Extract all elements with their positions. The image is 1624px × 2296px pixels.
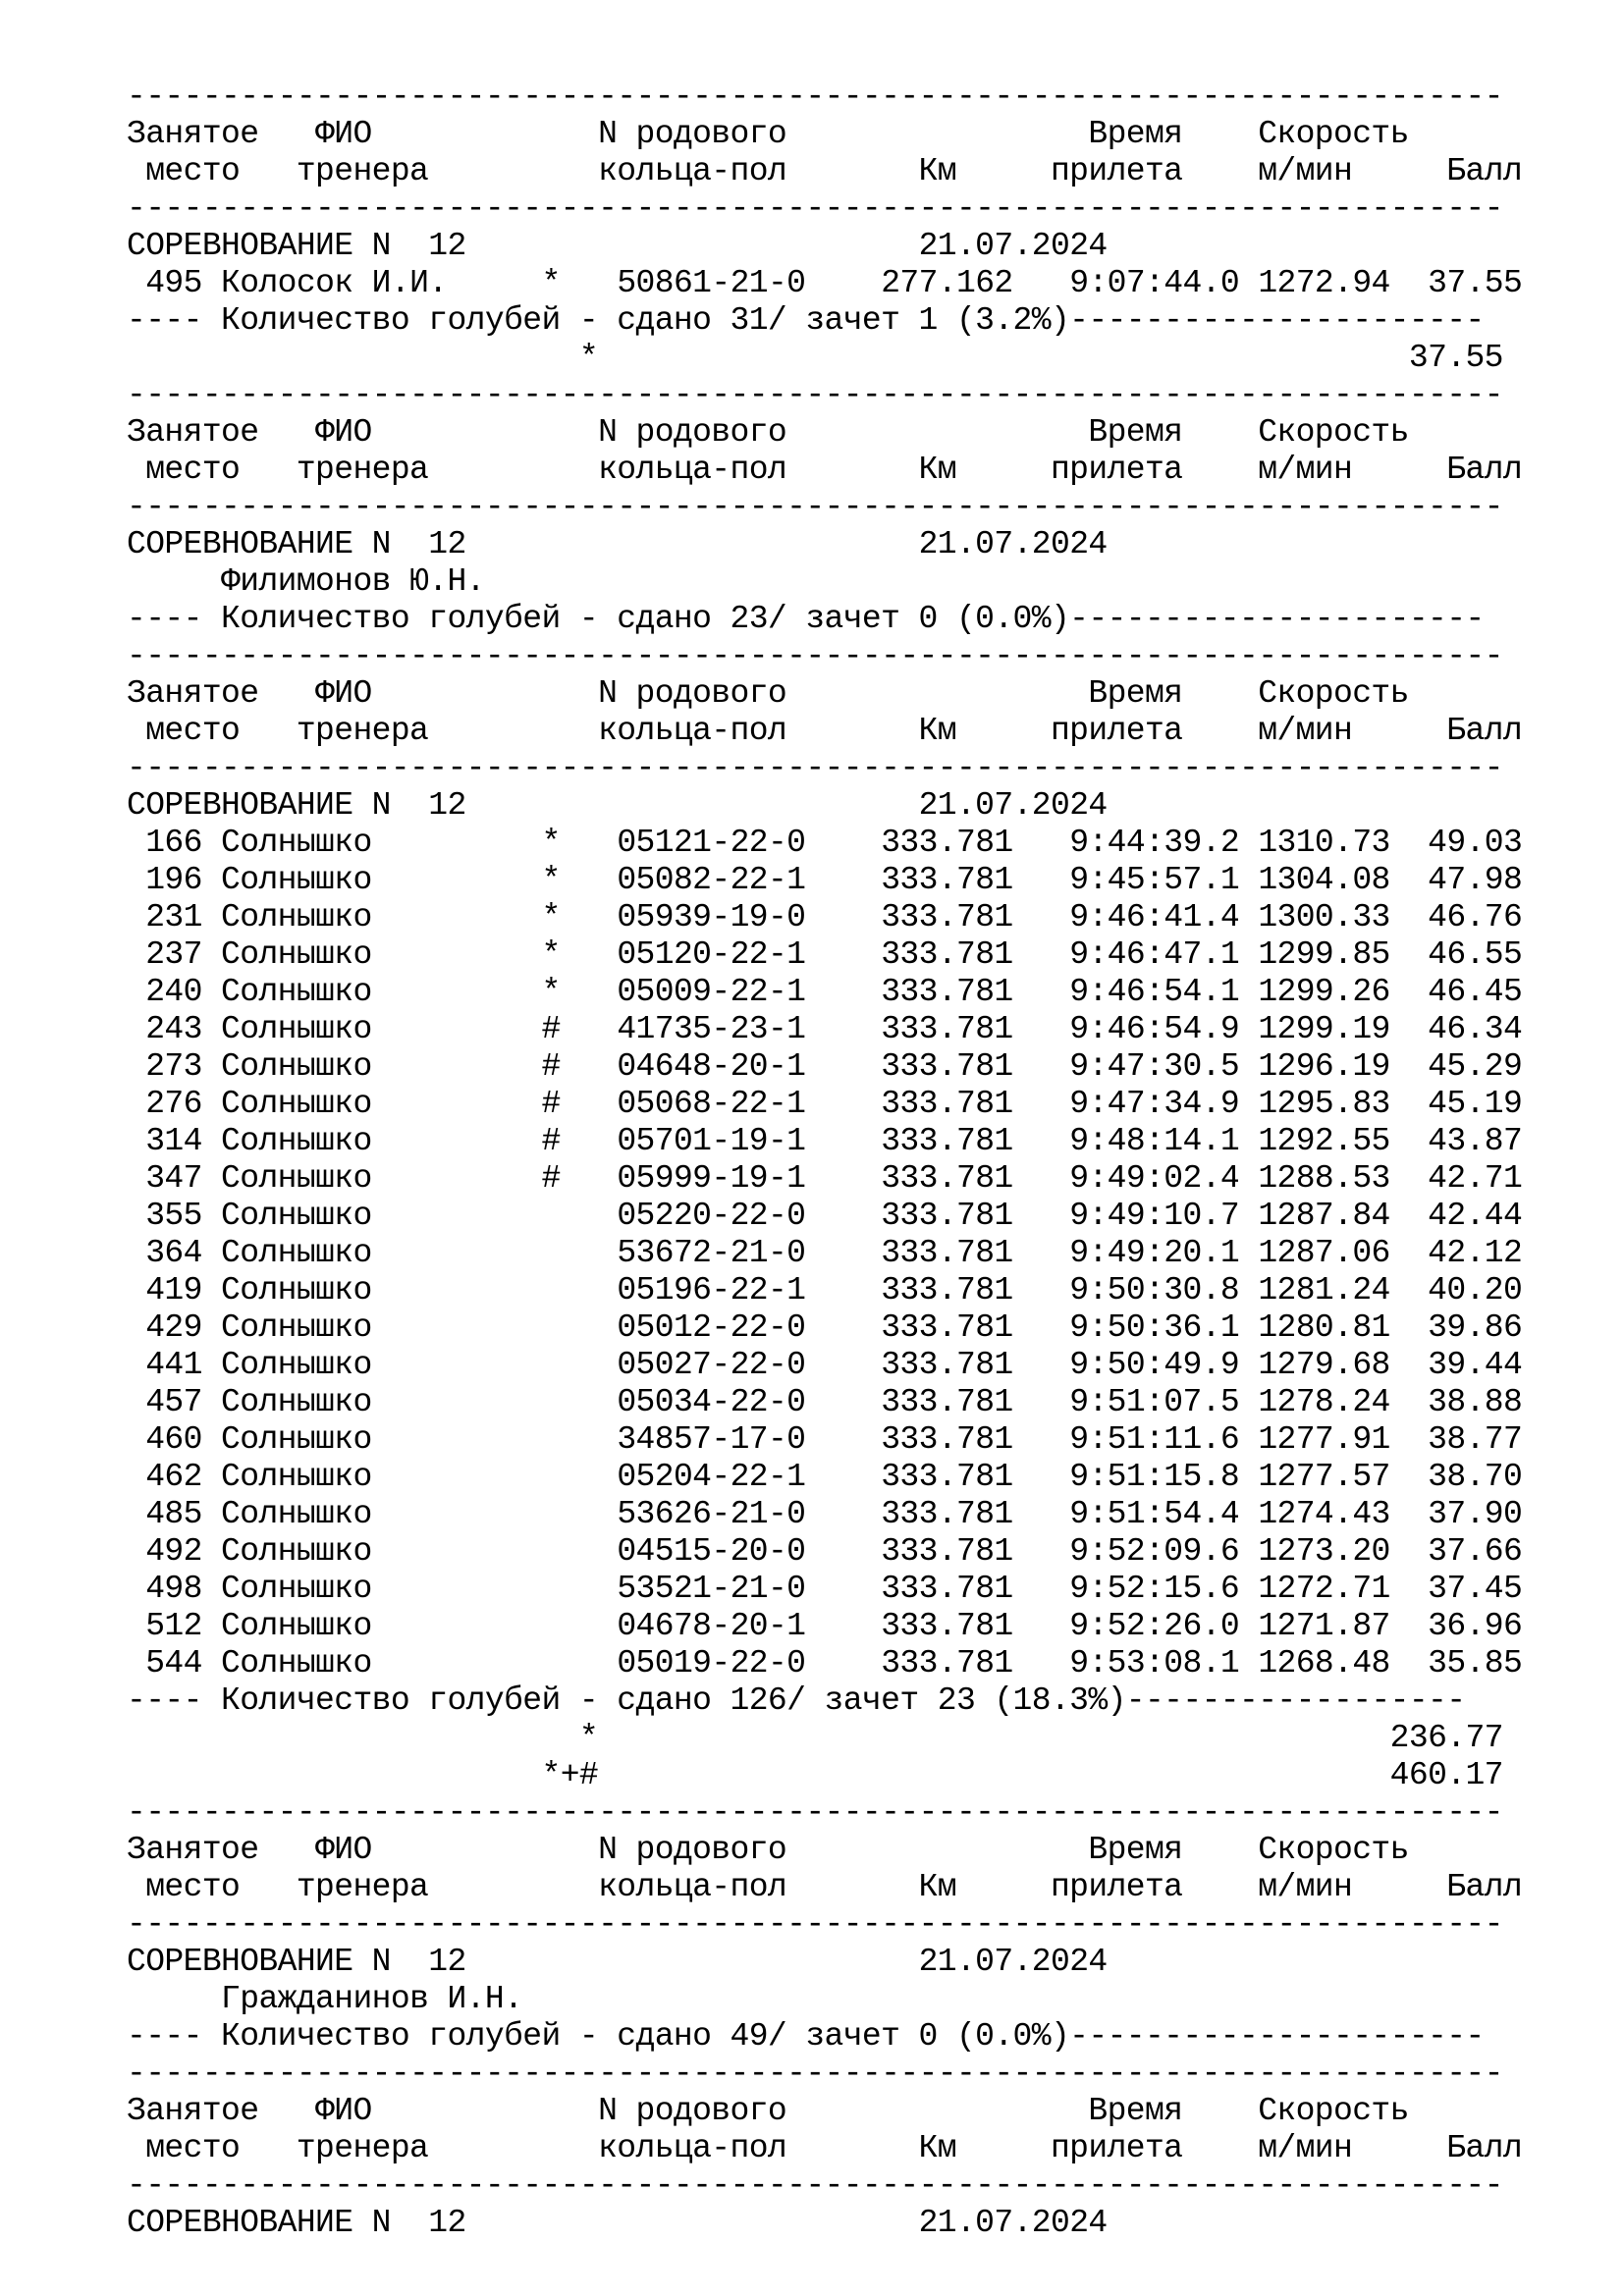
cell-speed: 1299.26 [1258,974,1390,1010]
result-row [127,1459,1522,1496]
cell-km: 333.781 [805,1645,1013,1682]
column-header-row-1: Занятое ФИО N родового Время Скорость [127,675,1409,712]
total-label: * [578,340,599,376]
total-label: * [578,1720,599,1756]
competition-line [127,228,1522,265]
cell-name: Солнышко [221,1123,542,1159]
cell-ring: 05012-22-0 [617,1309,806,1346]
cell-place: 544 [127,1645,202,1682]
result-row [127,1011,1522,1048]
cell-place: 243 [127,1011,202,1047]
result-row [127,899,1522,936]
cell-speed: 1296.19 [1258,1048,1390,1085]
result-row [127,1048,1522,1086]
cell-ring: 53521-21-0 [617,1571,806,1607]
cell-time: 9:51:15.8 [1012,1459,1240,1495]
competition-label: СОРЕВНОВАНИЕ N 12 [127,526,466,562]
cell-ring: 50861-21-0 [617,265,806,301]
cell-place: 419 [127,1272,202,1308]
cell-ring: 05999-19-1 [617,1160,806,1197]
cell-mark [542,1421,618,1458]
cell-score: 42.44 [1389,1198,1523,1234]
count-summary: ---- Количество голубей - сдано 23/ зачет 0 (0.0%)---------------------- [127,601,1485,637]
cell-place: 460 [127,1421,202,1458]
cell-ring: 05034-22-0 [617,1384,806,1420]
cell-time: 9:50:36.1 [1012,1309,1240,1346]
cell-name: Солнышко [221,1496,542,1532]
cell-ring: 05939-19-0 [617,899,806,935]
cell-name: Солнышко [221,1235,542,1271]
cell-ring: 05027-22-0 [617,1347,806,1383]
cell-time: 9:52:15.6 [1012,1571,1240,1607]
result-row [127,1198,1522,1235]
cell-mark [542,1608,618,1644]
cell-km: 333.781 [805,974,1013,1010]
competition-label: СОРЕВНОВАНИЕ N 12 [127,2205,466,2241]
cell-score: 36.96 [1389,1608,1523,1644]
cell-speed: 1280.81 [1258,1309,1390,1346]
cell-speed: 1288.53 [1258,1160,1390,1197]
cell-score: 38.77 [1389,1421,1523,1458]
cell-km: 333.781 [805,1048,1013,1085]
cell-km: 333.781 [805,1533,1013,1570]
fancier-name-line [127,563,1522,601]
competition-line [127,1944,1522,1981]
cell-score: 43.87 [1389,1123,1523,1159]
cell-name: Солнышко [221,1011,542,1047]
cell-place: 364 [127,1235,202,1271]
cell-mark: # [541,1011,618,1047]
cell-mark: # [541,1160,618,1197]
cell-speed: 1300.33 [1258,899,1390,935]
cell-speed: 1272.94 [1258,265,1390,301]
cell-speed: 1279.68 [1258,1347,1390,1383]
cell-score: 42.71 [1389,1160,1523,1197]
column-header-row-1: Занятое ФИО N родового Время Скорость [127,116,1409,152]
competition-label: СОРЕВНОВАНИЕ N 12 [127,1944,466,1980]
cell-time: 9:48:14.1 [1012,1123,1240,1159]
cell-score: 35.85 [1389,1645,1523,1682]
fancier-name: Филимонов Ю.Н. [221,563,485,600]
column-header-row-2: место тренера кольца-пол Км прилета м/мин Балл [127,713,1523,749]
competition-date: 21.07.2024 [918,526,1108,562]
result-row [127,1347,1522,1384]
cell-km: 333.781 [805,1459,1013,1495]
result-row [127,1533,1522,1571]
cell-km: 333.781 [805,1384,1013,1420]
cell-km: 333.781 [805,1160,1013,1197]
cell-ring: 05196-22-1 [617,1272,806,1308]
cell-km: 333.781 [805,1608,1013,1644]
cell-mark [542,1198,618,1234]
cell-name: Солнышко [221,862,542,898]
result-row [127,1086,1522,1123]
cell-speed: 1310.73 [1258,825,1390,861]
cell-score: 38.70 [1389,1459,1523,1495]
cell-ring: 05082-22-1 [617,862,806,898]
cell-mark: # [541,1123,618,1159]
cell-mark: * [541,862,618,898]
cell-name: Солнышко [221,1459,542,1495]
cell-name: Солнышко [221,899,542,935]
cell-ring: 05019-22-0 [617,1645,806,1682]
result-row [127,1235,1522,1272]
cell-speed: 1273.20 [1258,1533,1390,1570]
column-header-row-1: Занятое ФИО N родового Время Скорость [127,414,1409,451]
cell-mark [542,1347,618,1383]
competition-line [127,787,1522,825]
count-summary: ---- Количество голубей - сдано 126/ зачет 23 (18.3%)------------------ [127,1682,1466,1719]
column-header-row-2: место тренера кольца-пол Км прилета м/мин Балл [127,153,1523,189]
total-label: *+# [541,1757,599,1793]
column-header-row-2: место тренера кольца-пол Км прилета м/мин Балл [127,2130,1523,2166]
cell-score: 45.29 [1389,1048,1523,1085]
cell-mark [542,1384,618,1420]
cell-km: 333.781 [805,825,1013,861]
cell-name: Солнышко [221,936,542,973]
fancier-name: Гражданинов И.Н. [221,1981,523,2017]
cell-time: 9:53:08.1 [1012,1645,1240,1682]
cell-time: 9:44:39.2 [1012,825,1240,861]
cell-time: 9:49:02.4 [1012,1160,1240,1197]
rule-divider: ------------------------------------------------------------------------- [127,2056,1503,2092]
result-row [127,1571,1522,1608]
cell-score: 37.45 [1389,1571,1523,1607]
cell-speed: 1299.19 [1258,1011,1390,1047]
result-row [127,1608,1522,1645]
cell-mark: # [541,1086,618,1122]
cell-ring: 04678-20-1 [617,1608,806,1644]
cell-score: 46.45 [1389,974,1523,1010]
rule-divider: ------------------------------------------------------------------------- [127,489,1503,525]
column-header-row-1: Занятое ФИО N родового Время Скорость [127,1832,1409,1868]
cell-km: 333.781 [805,936,1013,973]
cell-speed: 1281.24 [1258,1272,1390,1308]
cell-km: 333.781 [805,1309,1013,1346]
cell-speed: 1278.24 [1258,1384,1390,1420]
cell-mark [542,1459,618,1495]
competition-line [127,526,1522,563]
cell-place: 347 [127,1160,202,1197]
cell-ring: 04648-20-1 [617,1048,806,1085]
competition-label: СОРЕВНОВАНИЕ N 12 [127,228,466,264]
cell-score: 38.88 [1389,1384,1523,1420]
cell-speed: 1274.43 [1258,1496,1390,1532]
cell-mark [542,1645,618,1682]
cell-score: 37.90 [1389,1496,1523,1532]
result-row [127,936,1522,974]
cell-ring: 53626-21-0 [617,1496,806,1532]
cell-place: 462 [127,1459,202,1495]
column-header-row-2: место тренера кольца-пол Км прилета м/мин Балл [127,452,1523,488]
cell-speed: 1304.08 [1258,862,1390,898]
result-row [127,1160,1522,1198]
cell-speed: 1268.48 [1258,1645,1390,1682]
cell-time: 9:46:47.1 [1012,936,1240,973]
cell-speed: 1272.71 [1258,1571,1390,1607]
cell-mark: # [541,1048,618,1085]
cell-score: 39.44 [1389,1347,1523,1383]
cell-mark: * [541,936,618,973]
count-summary: ---- Количество голубей - сдано 49/ зачет 0 (0.0%)---------------------- [127,2018,1485,2055]
result-row [127,1496,1522,1533]
total-value: 460.17 [1389,1757,1503,1793]
cell-time: 9:47:34.9 [1012,1086,1240,1122]
cell-km: 333.781 [805,1496,1013,1532]
cell-time: 9:46:54.9 [1012,1011,1240,1047]
cell-time: 9:45:57.1 [1012,862,1240,898]
cell-score: 45.19 [1389,1086,1523,1122]
cell-name: Солнышко [221,1347,542,1383]
cell-name: Солнышко [221,1384,542,1420]
cell-place: 355 [127,1198,202,1234]
cell-score: 46.34 [1389,1011,1523,1047]
cell-time: 9:49:20.1 [1012,1235,1240,1271]
cell-name: Солнышко [221,1608,542,1644]
competition-date: 21.07.2024 [918,2205,1108,2241]
cell-place: 237 [127,936,202,973]
rule-divider: ------------------------------------------------------------------------- [127,377,1503,413]
cell-km: 333.781 [805,1086,1013,1122]
total-value: 236.77 [1389,1720,1503,1756]
cell-time: 9:50:49.9 [1012,1347,1240,1383]
cell-km: 333.781 [805,1272,1013,1308]
cell-time: 9:52:09.6 [1012,1533,1240,1570]
cell-ring: 05220-22-0 [617,1198,806,1234]
cell-ring: 05120-22-1 [617,936,806,973]
cell-place: 276 [127,1086,202,1122]
total-row [127,340,1522,377]
cell-time: 9:52:26.0 [1012,1608,1240,1644]
column-header-row-1: Занятое ФИО N родового Время Скорость [127,2093,1409,2129]
total-row [127,1757,1522,1794]
cell-ring: 04515-20-0 [617,1533,806,1570]
cell-ring: 53672-21-0 [617,1235,806,1271]
cell-km: 333.781 [805,899,1013,935]
cell-km: 333.781 [805,1123,1013,1159]
cell-place: 231 [127,899,202,935]
cell-place: 492 [127,1533,202,1570]
result-row [127,1384,1522,1421]
cell-ring: 05701-19-1 [617,1123,806,1159]
result-row [127,974,1522,1011]
cell-mark [542,1235,618,1271]
cell-score: 46.76 [1389,899,1523,935]
cell-speed: 1292.55 [1258,1123,1390,1159]
result-row [127,825,1522,862]
cell-speed: 1287.06 [1258,1235,1390,1271]
cell-speed: 1277.57 [1258,1459,1390,1495]
cell-km: 333.781 [805,1198,1013,1234]
competition-date: 21.07.2024 [918,228,1108,264]
cell-speed: 1287.84 [1258,1198,1390,1234]
result-row [127,1123,1522,1160]
cell-mark [542,1272,618,1308]
cell-time: 9:51:11.6 [1012,1421,1240,1458]
cell-mark: * [541,974,618,1010]
cell-place: 429 [127,1309,202,1346]
rule-divider: ------------------------------------------------------------------------- [127,1906,1503,1943]
cell-place: 457 [127,1384,202,1420]
competition-label: СОРЕВНОВАНИЕ N 12 [127,787,466,824]
cell-ring: 05121-22-0 [617,825,806,861]
cell-place: 512 [127,1608,202,1644]
cell-name: Солнышко [221,1086,542,1122]
cell-place: 166 [127,825,202,861]
cell-km: 333.781 [805,1571,1013,1607]
pigeon-race-report [127,79,1522,2242]
cell-name: Колосок И.И. [221,265,542,301]
cell-name: Солнышко [221,1571,542,1607]
cell-time: 9:46:54.1 [1012,974,1240,1010]
cell-mark [542,1309,618,1346]
cell-ring: 05204-22-1 [617,1459,806,1495]
cell-km: 333.781 [805,1011,1013,1047]
cell-time: 9:50:30.8 [1012,1272,1240,1308]
cell-score: 37.55 [1389,265,1523,301]
cell-score: 37.66 [1389,1533,1523,1570]
cell-place: 441 [127,1347,202,1383]
cell-ring: 41735-23-1 [617,1011,806,1047]
rule-divider: ------------------------------------------------------------------------- [127,1794,1503,1831]
result-row [127,265,1522,302]
cell-score: 40.20 [1389,1272,1523,1308]
rule-divider: ------------------------------------------------------------------------- [127,750,1503,786]
cell-mark [542,1571,618,1607]
competition-date: 21.07.2024 [918,1944,1108,1980]
cell-score: 39.86 [1389,1309,1523,1346]
cell-km: 333.781 [805,1235,1013,1271]
cell-name: Солнышко [221,1272,542,1308]
cell-name: Солнышко [221,1160,542,1197]
cell-place: 314 [127,1123,202,1159]
cell-time: 9:07:44.0 [1012,265,1240,301]
cell-time: 9:51:54.4 [1012,1496,1240,1532]
competition-date: 21.07.2024 [918,787,1108,824]
cell-name: Солнышко [221,825,542,861]
cell-place: 495 [127,265,202,301]
cell-place: 273 [127,1048,202,1085]
rule-divider: ------------------------------------------------------------------------- [127,638,1503,674]
result-row [127,1645,1522,1682]
cell-km: 333.781 [805,862,1013,898]
cell-mark: * [541,899,618,935]
cell-place: 485 [127,1496,202,1532]
result-row [127,862,1522,899]
cell-mark [542,1533,618,1570]
cell-mark [542,1496,618,1532]
cell-time: 9:49:10.7 [1012,1198,1240,1234]
cell-score: 49.03 [1389,825,1523,861]
rule-divider: ------------------------------------------------------------------------- [127,79,1503,115]
fancier-name-line [127,1981,1522,2018]
cell-time: 9:47:30.5 [1012,1048,1240,1085]
cell-ring: 05009-22-1 [617,974,806,1010]
cell-speed: 1271.87 [1258,1608,1390,1644]
count-summary: ---- Количество голубей - сдано 31/ зачет 1 (3.2%)---------------------- [127,302,1485,339]
cell-ring: 05068-22-1 [617,1086,806,1122]
result-row [127,1421,1522,1459]
rule-divider: ------------------------------------------------------------------------- [127,2167,1503,2204]
cell-name: Солнышко [221,1533,542,1570]
result-row [127,1272,1522,1309]
cell-name: Солнышко [221,1309,542,1346]
cell-name: Солнышко [221,974,542,1010]
cell-score: 42.12 [1389,1235,1523,1271]
cell-speed: 1277.91 [1258,1421,1390,1458]
cell-km: 333.781 [805,1347,1013,1383]
cell-mark: * [541,265,618,301]
cell-speed: 1299.85 [1258,936,1390,973]
cell-mark: * [541,825,618,861]
cell-place: 196 [127,862,202,898]
cell-score: 46.55 [1389,936,1523,973]
cell-km: 333.781 [805,1421,1013,1458]
cell-time: 9:46:41.4 [1012,899,1240,935]
cell-km: 277.162 [805,265,1013,301]
cell-place: 498 [127,1571,202,1607]
cell-ring: 34857-17-0 [617,1421,806,1458]
total-row [127,1720,1522,1757]
cell-name: Солнышко [221,1198,542,1234]
column-header-row-2: место тренера кольца-пол Км прилета м/мин Балл [127,1869,1523,1905]
cell-time: 9:51:07.5 [1012,1384,1240,1420]
cell-name: Солнышко [221,1048,542,1085]
total-value: 37.55 [1408,340,1503,376]
cell-place: 240 [127,974,202,1010]
rule-divider: ------------------------------------------------------------------------- [127,190,1503,227]
cell-speed: 1295.83 [1258,1086,1390,1122]
cell-name: Солнышко [221,1421,542,1458]
cell-score: 47.98 [1389,862,1523,898]
result-row [127,1309,1522,1347]
competition-line [127,2205,1522,2242]
cell-name: Солнышко [221,1645,542,1682]
